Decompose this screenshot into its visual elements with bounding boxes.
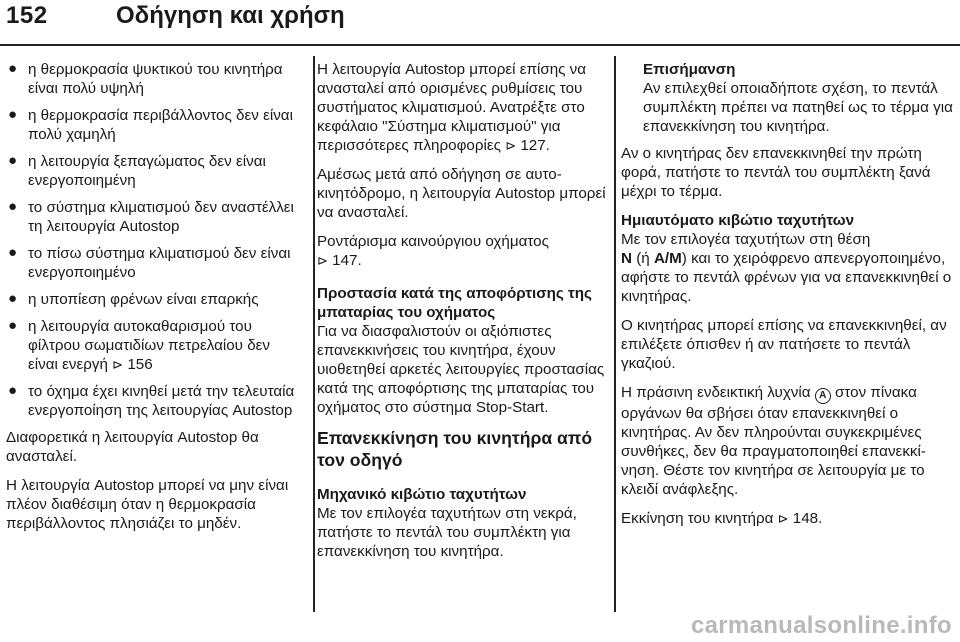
subsection-heading: Ημιαυτόματο κιβώτιο ταχυτήτων: [621, 212, 855, 229]
list-item: ● η θερμοκρασία περιβάλλοντος δεν είναι πολύ χαμηλή: [8, 106, 293, 143]
paragraph: Με τον επιλογέα ταχυτήτων στη νεκρά, πατήστε το πεντάλ του συμπλέκτη για επανεκκίνηση του κινητήρα.: [317, 505, 577, 560]
page-ref-icon: ⊳: [317, 253, 328, 268]
bullet-icon: ●: [8, 382, 18, 399]
paragraph: Για να διασφαλιστούν οι αξιόπιστες επανεκκινήσεις του κινητήρα, έχουν υιοθετηθεί αρκετές λειτουργίες προστασίας κατά της αποφόρτισης της μπαταρίας του οχήματος στο σύστημα Stop-Start.: [317, 323, 605, 416]
column-divider-1: [313, 56, 315, 612]
watermark: carmanualsonline.info: [690, 612, 952, 639]
page-ref[interactable]: 156: [127, 356, 153, 373]
paragraph: Η λειτουργία Autostop μπορεί να μην είναι πλέον διαθέσιμη όταν η θερμοκρασία περιβάλλοντος πλησιάζει το μηδέν.: [6, 477, 289, 532]
list-item: ● το σύστημα κλιματισμού δεν αναστέλλει τη λειτουργία Autostop: [8, 198, 294, 235]
paragraph: Ροντάρισμα καινούργιου οχήματος ⊳ 147.: [317, 233, 549, 269]
page-ref-icon: ⊳: [777, 511, 789, 526]
column-1: [6, 60, 302, 543]
header-rule: [0, 44, 960, 46]
paragraph: Εκκίνηση του κινητήρα ⊳ 148.: [621, 510, 823, 527]
chapter-heading: Επανεκκίνηση του κινητήρα από τον οδηγό: [317, 428, 593, 470]
paragraph: Διαφορετικά η λειτουργία Autostop θα ανασταλεί.: [6, 429, 259, 465]
page-ref-icon: ⊳: [505, 138, 517, 153]
bullet-icon: ●: [8, 244, 18, 261]
note-box: [621, 60, 956, 136]
autostop-indicator-icon: A: [815, 388, 831, 404]
list-item: ● το όχημα έχει κινηθεί μετά την τελευταία ενεργοποίηση της λειτουργίας Autostop: [8, 382, 295, 419]
bullet-icon: ●: [8, 198, 18, 215]
bullet-icon: ●: [8, 60, 18, 77]
page-ref[interactable]: 147.: [332, 252, 362, 269]
column-divider-2: [614, 56, 616, 612]
paragraph: Ο κινητήρας μπορεί επίσης να επανεκκινηθεί, αν επιλέξετε όπισθεν ή αν πατήσετε το πεντάλ γκαζιού.: [621, 317, 947, 372]
page-ref[interactable]: 148.: [792, 510, 823, 527]
bullet-icon: ●: [8, 152, 18, 169]
bullet-icon: ●: [8, 317, 18, 334]
column-2: [317, 60, 607, 571]
column-3: [621, 60, 956, 538]
section-heading: Προστασία κατά της αποφόρτισης της μπαταρίας του οχήματος: [317, 285, 592, 321]
page-number: 152: [6, 2, 48, 29]
list-item: ● η λειτουργία ξεπαγώματος δεν είναι ενεργοποιημένη: [8, 152, 266, 189]
paragraph: Με τον επιλογέα ταχυτήτων στη θέση N (ή A/M) και το χειρόφρενο απενεργοποιημένο, αφήστε το πεντάλ φρένων για να επανεκκινηθεί ο κινητήρας.: [621, 231, 952, 305]
page-title: Οδήγηση και χρήση: [116, 2, 345, 29]
page-header: [0, 0, 960, 50]
list-item: ● η λειτουργία αυτοκαθαρισμού του φίλτρου σωματιδίων πετρελαίου δεν είναι ενεργή ⊳ 156: [8, 317, 271, 373]
page-ref[interactable]: 127.: [520, 137, 550, 154]
list-item: ● η θερμοκρασία ψυκτικού του κινητήρα είναι πολύ υψηλή: [8, 60, 283, 97]
page-ref-icon: ⊳: [112, 357, 124, 372]
note-text: Αν επιλεχθεί οποιαδήποτε σχέση, το πεντάλ συμπλέκτη πρέπει να πατηθεί ως το τέρμα για επανεκκίνηση του κινητήρα.: [643, 80, 953, 135]
subsection-heading: Μηχανικό κιβώτιο ταχυτήτων: [317, 486, 527, 503]
list-item: ● η υποπίεση φρένων είναι επαρκής: [8, 290, 259, 308]
paragraph: Η πράσινη ενδεικτική λυχνία A στον πίνακα οργάνων θα σβήσει όταν επανεκκινηθεί ο κινητήρας. Αν δεν πληρούνται συγκεκριμένες συνθήκες, δεν θα πραγματοποιηθεί επανεκκίνηση. Θέστε τον κινητήρα σε λειτουργία με το κλειδί ανάφλεξης.: [621, 384, 926, 498]
paragraph: Η λειτουργία Autostop μπορεί επίσης να ανασταλεί από ορισμένες ρυθμίσεις του συστήματος κλιματισμού. Ανατρέξτε στο κεφάλαιο "Σύστημα κλιματισμού" για περισσότερες πληροφορίες ⊳ 127.: [317, 61, 587, 154]
list-item: ● το πίσω σύστημα κλιματισμού δεν είναι ενεργοποιημένο: [8, 244, 291, 281]
note-label: Επισήμανση: [643, 61, 736, 78]
paragraph: Αν ο κινητήρας δεν επανεκκινηθεί την πρώτη φορά, πατήστε το πεντάλ του συμπλέκτη ξανά μέχρι το τέρμα.: [621, 145, 931, 200]
bullet-icon: ●: [8, 290, 18, 307]
condition-list: [6, 60, 302, 420]
bullet-icon: ●: [8, 106, 18, 123]
paragraph: Αμέσως μετά από οδήγηση σε αυτοκινητόδρομο, η λειτουργία Autostop μπορεί να ανασταλεί.: [317, 166, 606, 221]
